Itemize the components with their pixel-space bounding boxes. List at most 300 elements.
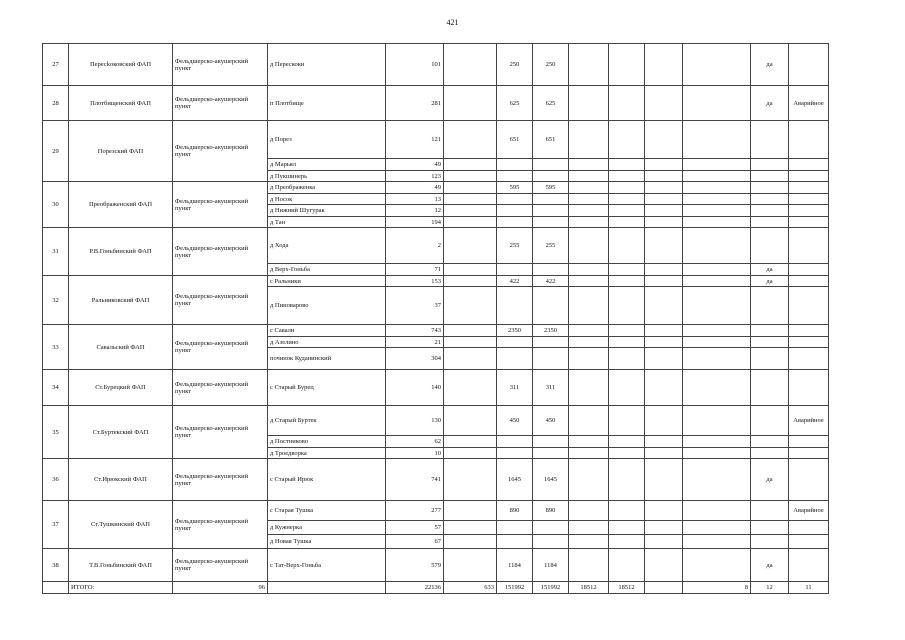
empty-cell	[789, 264, 829, 276]
empty-cell	[444, 348, 497, 370]
row-number: 34	[43, 370, 69, 406]
population: 49	[386, 182, 444, 194]
empty-cell	[645, 535, 683, 549]
state-cell	[789, 370, 829, 406]
empty-cell	[533, 287, 569, 325]
state-cell	[789, 459, 829, 501]
empty-cell	[497, 535, 533, 549]
population: 49	[386, 159, 444, 171]
facility-type: Фельдшерско-акушерский пункт	[173, 276, 268, 325]
flag-cell	[751, 287, 789, 325]
empty-cell	[497, 205, 533, 217]
value-cell: 625	[497, 86, 533, 121]
empty-cell	[789, 436, 829, 448]
empty-cell	[683, 348, 751, 370]
empty-cell	[789, 171, 829, 182]
population: 130	[386, 406, 444, 436]
empty-cell	[645, 459, 683, 501]
empty-cell	[609, 287, 645, 325]
flag-cell	[751, 159, 789, 171]
flag-cell	[751, 194, 789, 205]
empty-cell	[533, 337, 569, 348]
empty-cell	[444, 159, 497, 171]
empty-cell	[533, 448, 569, 459]
empty-cell	[683, 276, 751, 287]
total-value: 18512	[569, 582, 609, 594]
empty-cell	[645, 205, 683, 217]
empty-cell	[444, 228, 497, 264]
empty-cell	[533, 436, 569, 448]
value-cell: 651	[497, 121, 533, 159]
state-cell	[789, 228, 829, 264]
state-cell	[789, 325, 829, 337]
empty-cell	[683, 521, 751, 535]
settlement: п Плотбище	[268, 86, 386, 121]
value-cell: 1184	[533, 549, 569, 582]
empty-cell	[444, 459, 497, 501]
empty-cell	[444, 44, 497, 86]
empty-cell	[683, 406, 751, 436]
empty-cell	[609, 182, 645, 194]
row-number: 36	[43, 459, 69, 501]
empty-cell	[645, 217, 683, 228]
empty-cell	[645, 348, 683, 370]
empty-cell	[444, 171, 497, 182]
empty-cell	[533, 521, 569, 535]
empty-cell	[609, 194, 645, 205]
total-value: 151992	[497, 582, 533, 594]
empty-cell	[645, 171, 683, 182]
empty-cell	[444, 406, 497, 436]
empty-cell	[444, 535, 497, 549]
empty-cell	[444, 521, 497, 535]
settlement: д Перескоки	[268, 44, 386, 86]
empty-cell	[609, 521, 645, 535]
settlement: д Нижний Шугурак	[268, 205, 386, 217]
flag-cell	[751, 521, 789, 535]
value-cell: 1645	[533, 459, 569, 501]
flag-cell	[751, 501, 789, 521]
flag-cell	[751, 217, 789, 228]
population: 2	[386, 228, 444, 264]
settlement: д Азелино	[268, 337, 386, 348]
population: 37	[386, 287, 444, 325]
empty-cell	[609, 264, 645, 276]
empty-cell	[497, 337, 533, 348]
settlement: д Троедворка	[268, 448, 386, 459]
state-cell	[789, 44, 829, 86]
facility-name: Т.В.Гоньбинский ФАП	[69, 549, 173, 582]
empty-cell	[609, 44, 645, 86]
fap-table	[42, 43, 829, 594]
empty-cell	[683, 535, 751, 549]
empty-cell	[645, 582, 683, 594]
empty-cell	[683, 217, 751, 228]
empty-cell	[444, 276, 497, 287]
value-cell: 450	[497, 406, 533, 436]
state-cell: Аварийное	[789, 501, 829, 521]
settlement: д Марьял	[268, 159, 386, 171]
table-row	[43, 44, 829, 86]
empty-cell	[789, 535, 829, 549]
facility-type: Фельдшерско-акушерский пункт	[173, 182, 268, 228]
table-row	[43, 228, 829, 264]
empty-cell	[683, 501, 751, 521]
empty-cell	[609, 448, 645, 459]
empty-cell	[497, 521, 533, 535]
state-cell	[789, 549, 829, 582]
facility-type: Фельдшерско-акушерский пункт	[173, 86, 268, 121]
empty-cell	[645, 194, 683, 205]
flag-cell: да	[751, 44, 789, 86]
table-row	[43, 370, 829, 406]
empty-cell	[645, 276, 683, 287]
settlement: д Хода	[268, 228, 386, 264]
facility-type: Фельдшерско-акушерский пункт	[173, 44, 268, 86]
population: 21	[386, 337, 444, 348]
table-row	[43, 406, 829, 436]
facility-type: Фельдшерско-акушерский пункт	[173, 325, 268, 370]
settlement: д Пукшинерь	[268, 171, 386, 182]
empty-cell	[497, 448, 533, 459]
empty-cell	[569, 535, 609, 549]
empty-cell	[609, 436, 645, 448]
flag-cell: да	[751, 276, 789, 287]
total-value: 18512	[609, 582, 645, 594]
empty-cell	[645, 159, 683, 171]
table-body	[43, 44, 829, 594]
flag-cell: да	[751, 459, 789, 501]
value-cell: 595	[497, 182, 533, 194]
population: 13	[386, 194, 444, 205]
population: 194	[386, 217, 444, 228]
table-row	[43, 121, 829, 159]
row-number: 38	[43, 549, 69, 582]
settlement: с Старый Ирюк	[268, 459, 386, 501]
empty-cell	[268, 582, 386, 594]
total-value: 633	[444, 582, 497, 594]
value-cell: 1184	[497, 549, 533, 582]
value-cell: 255	[533, 228, 569, 264]
facility-type: Фельдшерско-акушерский пункт	[173, 501, 268, 549]
population: 741	[386, 459, 444, 501]
empty-cell	[645, 448, 683, 459]
flag-cell	[751, 325, 789, 337]
empty-cell	[683, 86, 751, 121]
population: 304	[386, 348, 444, 370]
empty-cell	[645, 182, 683, 194]
empty-cell	[789, 287, 829, 325]
facility-type: Фельдшерско-акушерский пункт	[173, 121, 268, 182]
empty-cell	[533, 159, 569, 171]
population: 12	[386, 205, 444, 217]
empty-cell	[569, 228, 609, 264]
page-number: 421	[446, 18, 459, 27]
facility-name: Ст.Ирюкский ФАП	[69, 459, 173, 501]
empty-cell	[609, 501, 645, 521]
empty-cell	[569, 436, 609, 448]
total-value: 151992	[533, 582, 569, 594]
empty-cell	[645, 287, 683, 325]
empty-cell	[609, 370, 645, 406]
empty-cell	[683, 44, 751, 86]
empty-cell	[444, 86, 497, 121]
facility-name: Савальский ФАП	[69, 325, 173, 370]
empty-cell	[789, 217, 829, 228]
empty-cell	[569, 121, 609, 159]
empty-cell	[569, 287, 609, 325]
flag-cell	[751, 348, 789, 370]
empty-cell	[645, 325, 683, 337]
settlement: д Старый Буртек	[268, 406, 386, 436]
value-cell: 250	[533, 44, 569, 86]
facility-name: Преображенский ФАП	[69, 182, 173, 228]
empty-cell	[533, 194, 569, 205]
empty-cell	[569, 171, 609, 182]
empty-cell	[569, 159, 609, 171]
facility-type: Фельдшерско-акушерский пункт	[173, 370, 268, 406]
value-cell: 2350	[497, 325, 533, 337]
empty-cell	[569, 448, 609, 459]
facility-type: Фельдшерско-акушерский пункт	[173, 228, 268, 276]
empty-cell	[645, 44, 683, 86]
empty-cell	[569, 549, 609, 582]
empty-cell	[683, 159, 751, 171]
population: 281	[386, 86, 444, 121]
population: 121	[386, 121, 444, 159]
empty-cell	[683, 194, 751, 205]
table-row	[43, 276, 829, 287]
population: 140	[386, 370, 444, 406]
flag-cell	[751, 448, 789, 459]
empty-cell	[497, 194, 533, 205]
empty-cell	[569, 370, 609, 406]
flag-cell	[751, 171, 789, 182]
value-cell: 422	[533, 276, 569, 287]
empty-cell	[645, 501, 683, 521]
population: 123	[386, 171, 444, 182]
empty-cell	[645, 121, 683, 159]
empty-cell	[444, 287, 497, 325]
empty-cell	[43, 582, 69, 594]
value-cell: 311	[533, 370, 569, 406]
empty-cell	[789, 348, 829, 370]
empty-cell	[645, 521, 683, 535]
total-value: 12	[751, 582, 789, 594]
empty-cell	[569, 521, 609, 535]
empty-cell	[683, 325, 751, 337]
state-cell	[789, 276, 829, 287]
empty-cell	[645, 436, 683, 448]
value-cell: 450	[533, 406, 569, 436]
empty-cell	[683, 448, 751, 459]
settlement: д Постниково	[268, 436, 386, 448]
empty-cell	[683, 264, 751, 276]
empty-cell	[444, 436, 497, 448]
row-number: 27	[43, 44, 69, 86]
facility-type: Фельдшерско-акушерский пункт	[173, 459, 268, 501]
settlement: д Тан	[268, 217, 386, 228]
facility-name: Порезский ФАП	[69, 121, 173, 182]
empty-cell	[609, 276, 645, 287]
empty-cell	[609, 348, 645, 370]
flag-cell: да	[751, 549, 789, 582]
flag-cell	[751, 535, 789, 549]
facility-name: Р.В.Гоньбинский ФАП	[69, 228, 173, 276]
population: 743	[386, 325, 444, 337]
empty-cell	[645, 549, 683, 582]
empty-cell	[645, 264, 683, 276]
empty-cell	[609, 337, 645, 348]
row-number: 31	[43, 228, 69, 276]
value-cell: 651	[533, 121, 569, 159]
total-row	[43, 582, 829, 594]
flag-cell	[751, 436, 789, 448]
empty-cell	[609, 325, 645, 337]
empty-cell	[444, 337, 497, 348]
empty-cell	[533, 264, 569, 276]
empty-cell	[683, 182, 751, 194]
population: 101	[386, 44, 444, 86]
empty-cell	[609, 535, 645, 549]
empty-cell	[789, 159, 829, 171]
empty-cell	[444, 501, 497, 521]
empty-cell	[497, 159, 533, 171]
settlement: д Новая Тушка	[268, 535, 386, 549]
facility-name: Пересkоковский ФАП	[69, 44, 173, 86]
state-cell: Аварийное	[789, 86, 829, 121]
empty-cell	[444, 182, 497, 194]
empty-cell	[645, 370, 683, 406]
state-cell	[789, 182, 829, 194]
empty-cell	[683, 287, 751, 325]
facility-name: Плотбищенский ФАП	[69, 86, 173, 121]
settlement: с Ральники	[268, 276, 386, 287]
empty-cell	[683, 436, 751, 448]
settlement: починок Куданинский	[268, 348, 386, 370]
table-row	[43, 325, 829, 337]
total-value: 96	[173, 582, 268, 594]
row-number: 37	[43, 501, 69, 549]
empty-cell	[683, 370, 751, 406]
empty-cell	[789, 194, 829, 205]
empty-cell	[609, 159, 645, 171]
value-cell: 255	[497, 228, 533, 264]
population: 277	[386, 501, 444, 521]
empty-cell	[569, 217, 609, 228]
empty-cell	[645, 228, 683, 264]
value-cell: 1645	[497, 459, 533, 501]
empty-cell	[533, 171, 569, 182]
empty-cell	[609, 171, 645, 182]
total-value: 11	[789, 582, 829, 594]
empty-cell	[569, 205, 609, 217]
row-number: 32	[43, 276, 69, 325]
population: 10	[386, 448, 444, 459]
empty-cell	[683, 459, 751, 501]
empty-cell	[609, 121, 645, 159]
empty-cell	[609, 228, 645, 264]
state-cell: Аварийное	[789, 406, 829, 436]
value-cell: 422	[497, 276, 533, 287]
row-number: 28	[43, 86, 69, 121]
settlement: с Тат-Верх-Гоньба	[268, 549, 386, 582]
empty-cell	[569, 501, 609, 521]
empty-cell	[497, 217, 533, 228]
empty-cell	[645, 406, 683, 436]
empty-cell	[609, 217, 645, 228]
empty-cell	[569, 276, 609, 287]
flag-cell	[751, 228, 789, 264]
flag-cell	[751, 406, 789, 436]
table-row	[43, 182, 829, 194]
empty-cell	[789, 205, 829, 217]
empty-cell	[569, 44, 609, 86]
settlement: с Старая Тушка	[268, 501, 386, 521]
table-row	[43, 459, 829, 501]
empty-cell	[789, 448, 829, 459]
empty-cell	[533, 348, 569, 370]
empty-cell	[569, 337, 609, 348]
row-number: 30	[43, 182, 69, 228]
value-cell: 250	[497, 44, 533, 86]
empty-cell	[444, 325, 497, 337]
empty-cell	[444, 448, 497, 459]
empty-cell	[645, 337, 683, 348]
facility-name: Ральниковский ФАП	[69, 276, 173, 325]
settlement: д Носок	[268, 194, 386, 205]
flag-cell: да	[751, 86, 789, 121]
empty-cell	[609, 406, 645, 436]
settlement: с Старый Бурец	[268, 370, 386, 406]
value-cell: 890	[533, 501, 569, 521]
empty-cell	[609, 549, 645, 582]
total-value: 8	[683, 582, 751, 594]
settlement: д Верх-Гоньба	[268, 264, 386, 276]
empty-cell	[609, 205, 645, 217]
row-number: 35	[43, 406, 69, 459]
flag-cell	[751, 121, 789, 159]
empty-cell	[444, 205, 497, 217]
settlement: д Пиноварово	[268, 287, 386, 325]
empty-cell	[569, 325, 609, 337]
population: 62	[386, 436, 444, 448]
empty-cell	[497, 264, 533, 276]
empty-cell	[683, 337, 751, 348]
table-row	[43, 549, 829, 582]
empty-cell	[683, 171, 751, 182]
value-cell: 2350	[533, 325, 569, 337]
total-value: 22136	[386, 582, 444, 594]
empty-cell	[683, 549, 751, 582]
empty-cell	[609, 459, 645, 501]
empty-cell	[533, 535, 569, 549]
settlement: д Преображенка	[268, 182, 386, 194]
settlement: д Кужнерка	[268, 521, 386, 535]
flag-cell: да	[751, 264, 789, 276]
row-number: 33	[43, 325, 69, 370]
empty-cell	[444, 194, 497, 205]
empty-cell	[569, 348, 609, 370]
empty-cell	[497, 348, 533, 370]
empty-cell	[609, 86, 645, 121]
value-cell: 311	[497, 370, 533, 406]
row-number: 29	[43, 121, 69, 182]
empty-cell	[645, 86, 683, 121]
flag-cell	[751, 182, 789, 194]
empty-cell	[497, 171, 533, 182]
empty-cell	[569, 406, 609, 436]
